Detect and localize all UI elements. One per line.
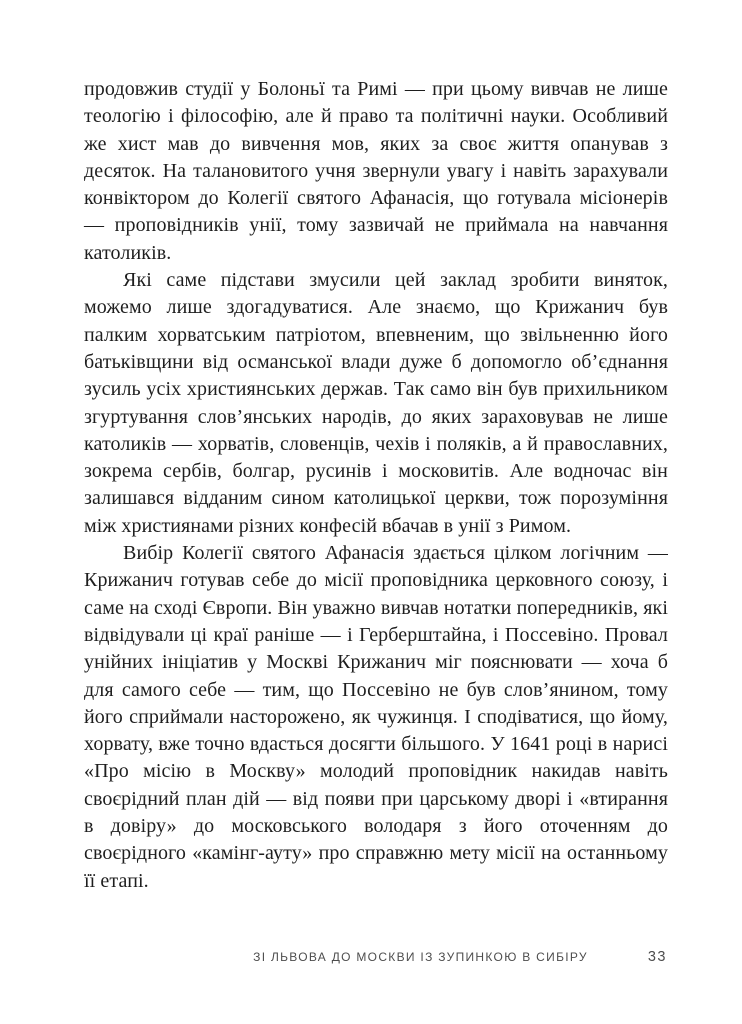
- paragraph-2: Які саме підстави змусили цей заклад зробити виняток, можемо лише здогадуватися. Але знаємо, що Крижанич був палким хорватським патріотом, впевненим, що звільненню його батьківщини від османської влади дуже б допомогло об’єднання зусиль усіх християнських держав. Так само він був прихильником згуртування слов’янських народів, до яких зараховував не лише католиків — хорватів, словенців, чехів і поляків, а й православних, зокрема сербів, болгар, русинів і московитів. Але водночас він залишався відданим сином католицької церкви, тож порозуміння між християнами різних конфесій вбачав в унії з Римом.: [84, 269, 668, 537]
- page-footer: [84, 949, 667, 965]
- page-number: 33: [647, 949, 667, 965]
- body-text: [84, 76, 668, 895]
- running-title: ЗІ ЛЬВОВА ДО МОСКВИ ІЗ ЗУПИНКОЮ В СИБІРУ: [253, 950, 588, 964]
- paragraph-3: Вибір Колегії святого Афанасія здається цілком логічним — Крижанич готував себе до місії проповідника церковного союзу, і саме на сході Європи. Він уважно вивчав нотатки попередників, які відвідували ці краї раніше — і Герберштайна, і Поссевіно. Провал унійних ініціатив у Москві Крижанич міг пояснювати — хоча б для самого себе — тим, що Поссевіно не був слов’янином, тому його сприймали насторожено, як чужинця. І сподіватися, що йому, хорвату, вже точно вдасться досягти більшого. У 1641 році в нарисі «Про місію в Москву» молодий проповідник накидав навіть своєрідний план дій — від появи при царському дворі і «втирання в довіру» до московського володаря з його оточенням до своєрідного «камінг-ауту» про справжню мету місії на останньому її етапі.: [84, 542, 668, 892]
- paragraph-1: продовжив студії у Болоньї та Римі — при цьому вивчав не лише теологію і філософію, але й право та політичні науки. Особливий же хист мав до вивчення мов, яких за своє життя опанував з десяток. На талановитого учня звернули увагу і навіть зарахували конвіктором до Колегії святого Афанасія, що готувала місіонерів — проповідників унії, тому зазвичай не приймала на навчання католиків.: [84, 78, 668, 264]
